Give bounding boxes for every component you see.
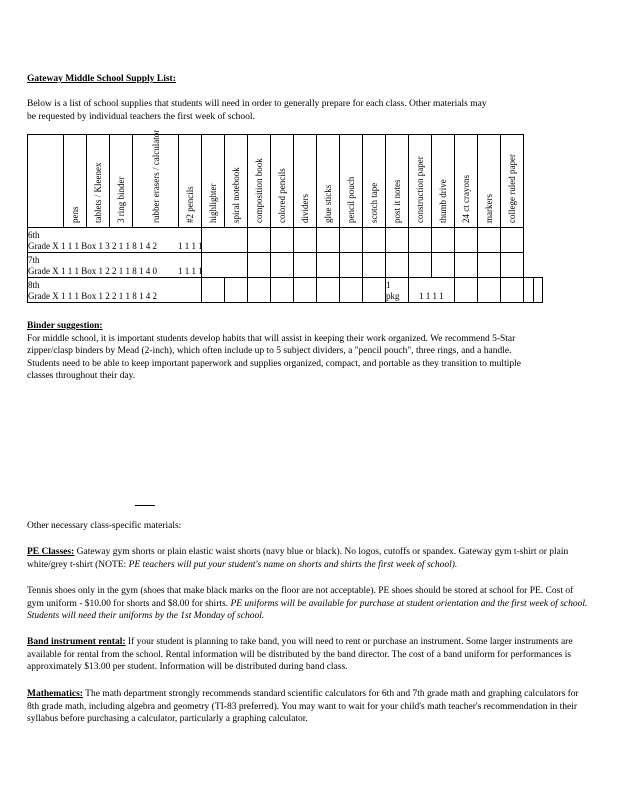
header-cell: #2 pencils [179,135,202,228]
grade-8-extra: 1 1 1 1 [409,278,455,303]
header-cell: highlighter [202,135,225,228]
math-heading: Mathematics: [27,689,83,699]
table-row [28,278,543,303]
header-cell: tablets / Kleenex [87,135,110,228]
grade-6-cell: 6th Grade X 1 1 1 Box 1 3 2 1 1 8 1 4 2 [28,228,202,253]
header-cell: dividers [294,135,317,228]
header-grade [28,135,64,228]
header-cell: spiral notebook [225,135,248,228]
header-cell: rubber erasers / calculator [133,135,179,228]
grade-7-cell: 7th Grade X 1 1 1 Box 1 2 2 1 1 8 1 4 0 [28,253,202,278]
header-cell: 3 ring binder [110,135,133,228]
grade-8-cell: 8th Grade X 1 1 1 Box 1 2 2 1 1 8 1 4 2 [28,278,202,303]
divider [135,505,155,506]
math-text: The math department strongly recommends standard scientific calculators for 6th and 7th grade math and graphing calculators for 8th grade math, including algebra and geometry (TI-83 preferred). You may want to wait for your child's math teacher's recommendation in their syllabus before purchasing a calculator, particularly a graphing calculator. [27,689,579,724]
header-cell: pens [64,135,87,228]
pe-text: Gateway gym shorts or plain elastic waist shorts (navy blue or black). No logos, cutoffs or spandex. Gateway gym t-shirt or plain white/grey t-shirt (NOTE: [27,547,569,570]
pe-note: PE teachers will put your student's name on shorts and shirts the first week of school). [128,559,458,570]
pe-section [27,546,590,571]
band-section [27,636,590,674]
band-heading: Band instrument rental: [27,637,126,647]
other-materials-label: Other necessary class-specific materials: [27,521,182,531]
supply-table [27,129,543,303]
table-header-row [28,135,543,228]
pe-heading: PE Classes: [27,547,75,557]
table-row [28,228,543,253]
header-cell: glue sticks [317,135,340,228]
header-cell: composition book [248,135,271,228]
band-text: If your student is planning to take band, you will need to rent or purchase an instrument. Some larger instruments are available for rental from the school. Rental information will be distributed by the band director. The cost of a band uniform for performances is approximately $13.00 per student. Information will be distributed during band class. [27,637,573,672]
grade-8-construction: 1 pkg [386,278,409,303]
tennis-section [27,585,590,623]
math-section [27,688,590,726]
tennis-text: Tennis shoes only in the gym (shoes that make black marks on the floor are not acceptable). PE shoes should be stored at school for PE. Cost of gym uniform - $10.00 for shorts and $8.00 for shirts. [27,586,574,609]
intro-paragraph: Below is a list of school supplies that students will need in order to generally prepare for each class. Other materials may be requested by individual teachers the first week of school. [27,99,487,122]
header-cell: pencil pouch [340,135,363,228]
grade-7-extra: 1 1 1 1 [202,253,248,278]
table-row [28,253,543,278]
binder-heading: Binder suggestion: [27,321,103,331]
header-cell: colored pencils [271,135,294,228]
page-title: Gateway Middle School Supply List: [27,74,176,84]
header-cell: construction paper [409,135,432,228]
header-cell: post it notes [386,135,409,228]
header-cell: scotch tape [363,135,386,228]
tennis-note: PE uniforms will be available for purchase at student orientation and the first week of school. Students will need their uniforms by the 1st Monday of school. [27,598,588,621]
binder-section [27,320,543,383]
header-cell: 24 ct crayons [455,135,478,228]
header-cell: thumb drive [432,135,455,228]
header-cell: college ruled paper [501,135,524,228]
grade-6-extra: 1 1 1 1 [202,228,248,253]
header-cell: markers [478,135,501,228]
binder-text: For middle school, it is important students develop habits that will assist in keeping their work organized. We recommend 5-Star zipper/clasp binders by Mead (2-inch), which often include up to 5 subject dividers, a "pencil pouch", three rings, and a handle. Students need to be able to keep important paperwork and supplies organized, compact, and portable as they transition to multiple classes throughout their day. [27,333,521,381]
